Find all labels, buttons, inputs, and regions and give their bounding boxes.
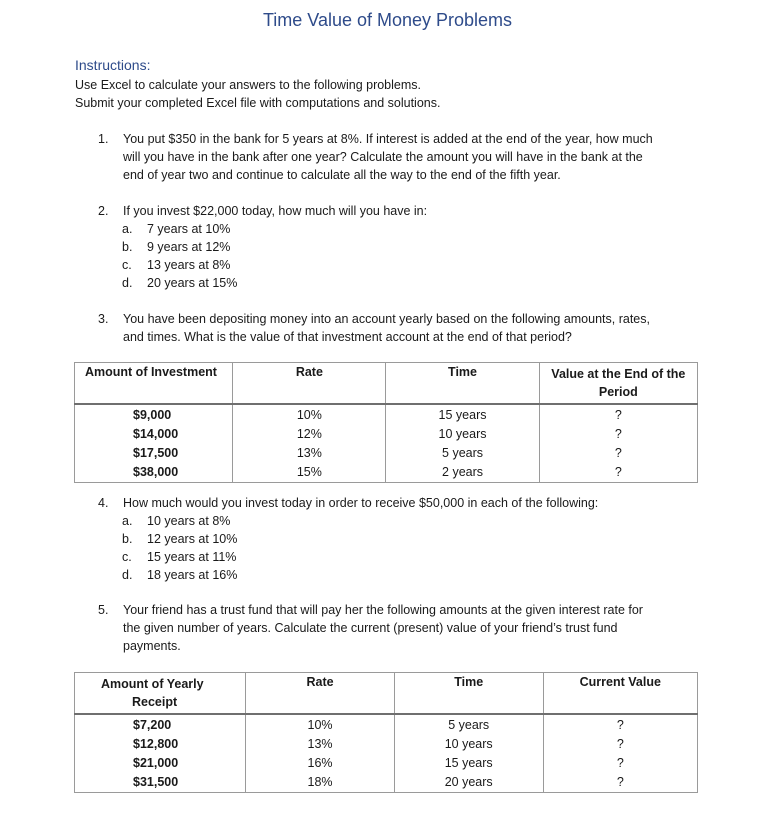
table-cell: $9,000: [133, 408, 172, 422]
column-header: Rate: [233, 363, 386, 405]
question-number: 1.: [98, 132, 109, 146]
question-2: [98, 202, 708, 220]
column-header: Time: [386, 363, 539, 405]
item-text: 7 years at 10%: [147, 222, 231, 236]
table-cell: 18%: [307, 775, 333, 789]
table-cell: 10 years: [444, 737, 493, 751]
question-text: If you invest $22,000 today, how much will you have in:: [123, 204, 428, 218]
question-line: the given number of years. Calculate the current (present) value of your friend’s trust fund: [123, 621, 618, 635]
column-header: [539, 363, 697, 405]
instructions-line: Use Excel to calculate your answers to the following problems.: [75, 78, 421, 92]
question-4: [98, 494, 708, 512]
column-header: Time: [394, 673, 543, 715]
question-number: 5.: [98, 603, 109, 617]
question-number: 3.: [98, 312, 109, 326]
table-cell: 15 years: [438, 408, 487, 422]
question-number: 2.: [98, 204, 109, 218]
table-cell: ?: [614, 427, 622, 441]
question-line: and times. What is the value of that investment account at the end of that period?: [123, 330, 572, 344]
table-header-row: [75, 673, 698, 715]
item-letter: a.: [122, 514, 133, 528]
instructions-heading: Instructions:: [75, 57, 151, 73]
column-header: Current Value: [543, 673, 697, 715]
table-cell: 5 years: [442, 446, 484, 460]
table-cell: $17,500: [133, 446, 179, 460]
table-body-row: [75, 404, 698, 483]
item-text: 13 years at 8%: [147, 258, 231, 272]
page-title: Time Value of Money Problems: [262, 10, 513, 30]
item-letter: b.: [122, 532, 133, 546]
list-item: [122, 512, 230, 530]
table-cell: 16%: [307, 756, 333, 770]
question-line: payments.: [123, 639, 181, 653]
table-cell: $21,000: [133, 756, 179, 770]
table-cell: $12,800: [133, 737, 179, 751]
column-header: Rate: [246, 673, 395, 715]
column-header-line: Receipt: [132, 695, 178, 709]
table-cell: $38,000: [133, 465, 179, 479]
instructions-line: Submit your completed Excel file with computations and solutions.: [75, 96, 441, 110]
value-column: [543, 714, 697, 793]
table-cell: 5 years: [448, 718, 490, 732]
list-item: [122, 238, 230, 256]
table-cell: 20 years: [444, 775, 493, 789]
column-header: Amount of Investment: [75, 363, 233, 405]
amount-column: [75, 714, 246, 793]
time-column: [386, 404, 539, 483]
table-cell: 10%: [296, 408, 322, 422]
question-line: will you have in the bank after one year? Calculate the amount you will have in the bank at the: [123, 150, 643, 164]
table-cell: 2 years: [442, 465, 484, 479]
question-line: You put $350 in the bank for 5 years at 8%. If interest is added at the end of the year, how much: [123, 132, 653, 146]
table-cell: $7,200: [133, 718, 172, 732]
question-line: You have been depositing money into an account yearly based on the following amounts, rates,: [123, 312, 650, 326]
item-text: 12 years at 10%: [147, 532, 238, 546]
list-item: [122, 256, 230, 274]
question-text: How much would you invest today in order to receive $50,000 in each of the following:: [123, 496, 599, 510]
column-header-line: Value at the End of the: [551, 367, 686, 381]
item-text: 20 years at 15%: [147, 276, 238, 290]
table-cell: 15%: [296, 465, 322, 479]
table-cell: ?: [614, 446, 622, 460]
time-column: [394, 714, 543, 793]
value-column: [539, 404, 697, 483]
table-cell: ?: [616, 756, 624, 770]
table-cell: ?: [616, 775, 624, 789]
item-text: 15 years at 11%: [147, 550, 237, 564]
list-item: [122, 220, 230, 238]
investment-table: [74, 362, 698, 483]
table-cell: 10 years: [438, 427, 487, 441]
item-letter: c.: [122, 258, 132, 272]
table-cell: ?: [616, 737, 624, 751]
item-letter: d.: [122, 568, 133, 582]
question-5: [98, 601, 708, 655]
item-text: 18 years at 16%: [147, 568, 238, 582]
table-cell: ?: [614, 465, 622, 479]
table-cell: 15 years: [444, 756, 493, 770]
list-item: [122, 548, 236, 566]
table-cell: 12%: [296, 427, 322, 441]
question-3: [98, 310, 708, 346]
item-text: 10 years at 8%: [147, 514, 231, 528]
list-item: [122, 274, 237, 292]
table-cell: ?: [614, 408, 622, 422]
question-number: 4.: [98, 496, 109, 510]
item-letter: d.: [122, 276, 133, 290]
list-item: [122, 566, 237, 584]
rate-column: [246, 714, 395, 793]
column-header: [75, 673, 246, 715]
item-letter: c.: [122, 550, 132, 564]
question-line: Your friend has a trust fund that will pay her the following amounts at the given interest rate for: [123, 603, 643, 617]
table-cell: $31,500: [133, 775, 179, 789]
item-letter: b.: [122, 240, 133, 254]
table-cell: 13%: [307, 737, 333, 751]
table-header-row: [75, 363, 698, 405]
item-letter: a.: [122, 222, 133, 236]
table-cell: $14,000: [133, 427, 179, 441]
question-1: [98, 130, 708, 184]
amount-column: [75, 404, 233, 483]
table-body-row: [75, 714, 698, 793]
trust-fund-table: [74, 672, 698, 793]
table-cell: ?: [616, 718, 624, 732]
column-header-line: Amount of Yearly: [101, 677, 204, 691]
question-line: end of year two and continue to calculate all the way to the end of the fifth year.: [123, 168, 561, 182]
table-cell: 13%: [296, 446, 322, 460]
table-cell: 10%: [307, 718, 333, 732]
rate-column: [233, 404, 386, 483]
column-header-line: Period: [598, 385, 638, 399]
item-text: 9 years at 12%: [147, 240, 231, 254]
list-item: [122, 530, 237, 548]
